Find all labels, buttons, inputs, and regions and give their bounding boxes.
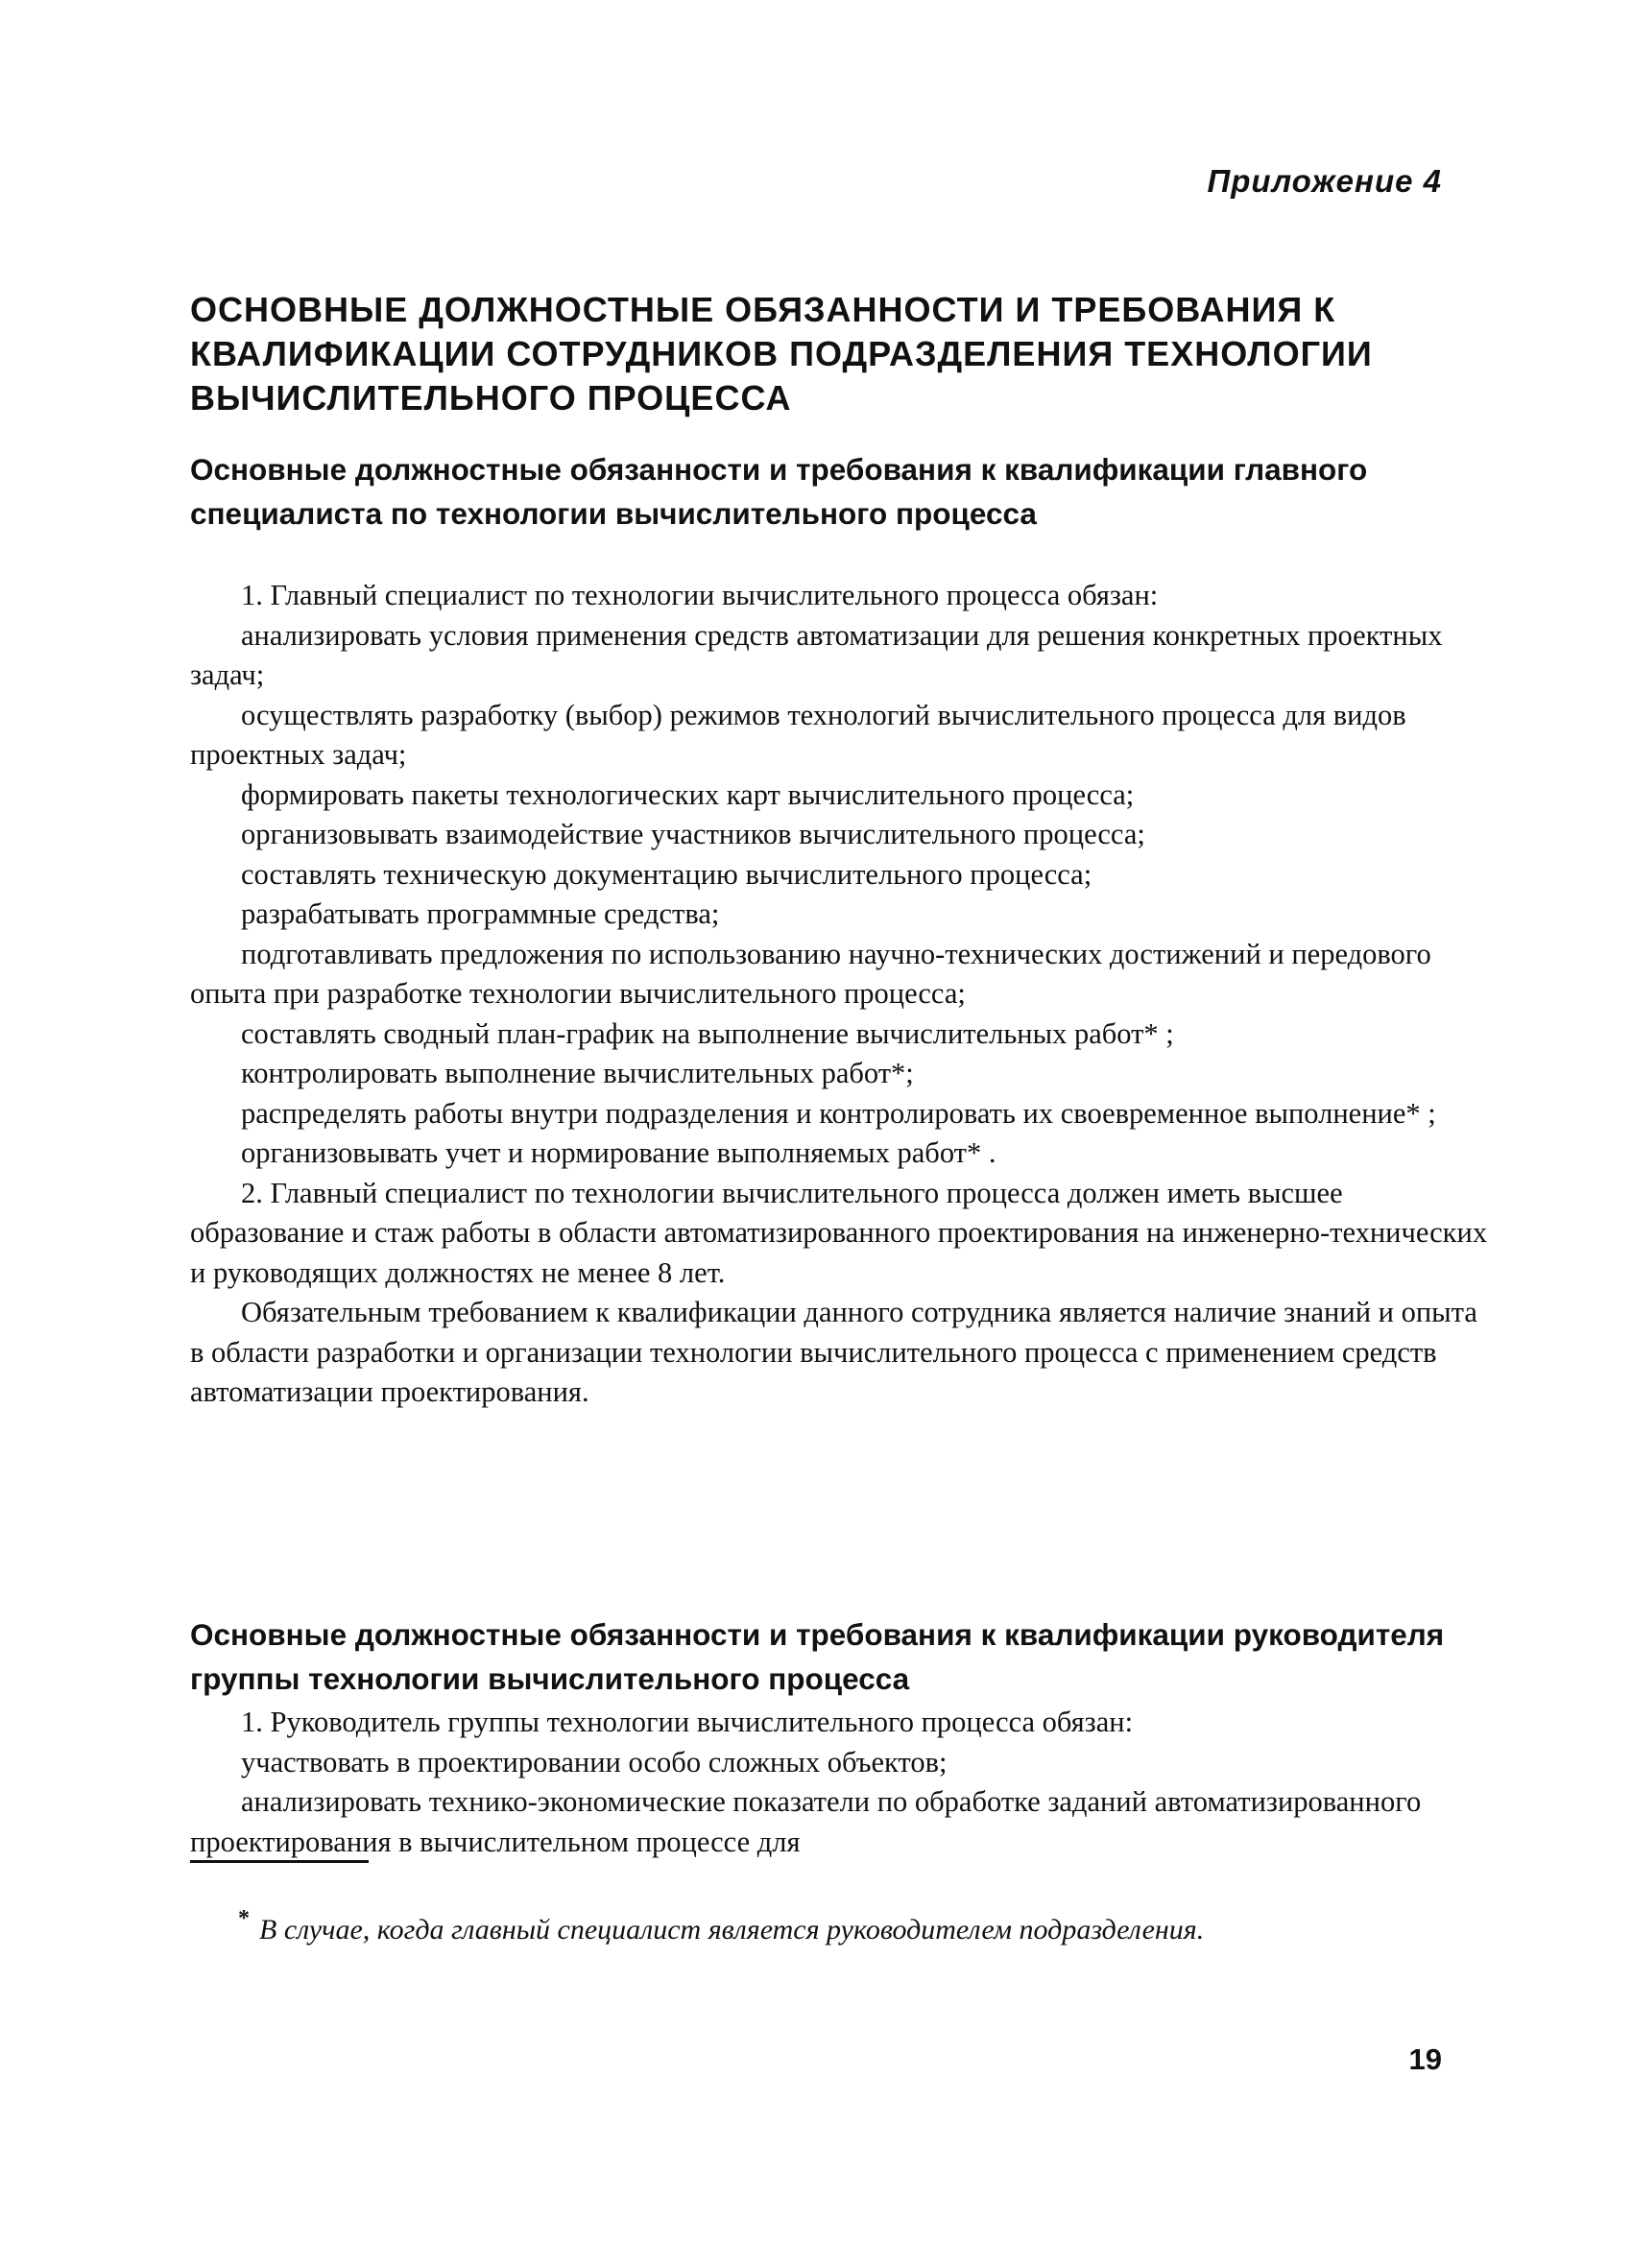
paragraph: осуществлять разработку (выбор) режимов технологий вычислительного процесса для видов проектных задач; xyxy=(190,698,1406,771)
paragraph: составлять техническую документацию вычислительного процесса; xyxy=(241,857,1092,891)
paragraph: формировать пакеты технологических карт вычислительного процесса; xyxy=(241,777,1135,811)
paragraph: организовывать учет и нормирование выполняемых работ* . xyxy=(241,1136,996,1169)
section-2-body xyxy=(190,1703,1488,1862)
section-1-body xyxy=(190,576,1488,1413)
page-number: 19 xyxy=(1408,2042,1442,2076)
main-title: ОСНОВНЫЕ ДОЛЖНОСТНЫЕ ОБЯЗАННОСТИ И ТРЕБОВАНИЯ К КВАЛИФИКАЦИИ СОТРУДНИКОВ ПОДРАЗДЕЛЕНИЯ ТЕХНОЛОГИИ ВЫЧИСЛИТЕЛЬНОГО ПРОЦЕССА xyxy=(190,290,1373,418)
paragraph: разрабатывать программные средства; xyxy=(241,897,720,930)
paragraph: 1. Главный специалист по технологии вычислительного процесса обязан: xyxy=(241,579,1159,611)
paragraph: анализировать технико-экономические показатели по обработке заданий автоматизированного проектирования в вычислительном процессе для xyxy=(190,1785,1422,1858)
footnote-separator xyxy=(190,1860,369,1863)
footnote-text: В случае, когда главный специалист является руководителем подразделения. xyxy=(259,1914,1205,1946)
paragraph: распределять работы внутри подразделения и контролировать их своевременное выполнение* ; xyxy=(241,1096,1436,1130)
paragraph: подготавливать предложения по использованию научно-технических достижений и передового опыта при разработке технологии вычислительного процесса; xyxy=(190,937,1431,1010)
footnote-mark: * xyxy=(238,1906,250,1931)
paragraph: составлять сводный план-график на выполнение вычислительных работ* ; xyxy=(241,1016,1174,1050)
paragraph: 1. Руководитель группы технологии вычислительного процесса обязан: xyxy=(241,1706,1134,1738)
section-2-title: Основные должностные обязанности и требования к квалификации руководителя группы технологии вычислительного процесса xyxy=(190,1617,1445,1696)
paragraph: 2. Главный специалист по технологии вычислительного процесса должен иметь высшее образование и стаж работы в области автоматизированного проектирования на инженерно-технических и руководящих должностях не менее 8 лет. xyxy=(190,1176,1488,1289)
paragraph: Обязательным требованием к квалификации данного сотрудника является наличие знаний и опыта в области разработки и организации технологии вычислительного процесса с применением средств автоматизации проектирования. xyxy=(190,1296,1477,1408)
appendix-label: Приложение 4 xyxy=(1207,163,1442,199)
paragraph: организовывать взаимодействие участников вычислительного процесса; xyxy=(241,818,1145,850)
paragraph: контролировать выполнение вычислительных работ*; xyxy=(241,1057,914,1089)
paragraph: анализировать условия применения средств автоматизации для решения конкретных проектных задач; xyxy=(190,618,1443,691)
footnote xyxy=(238,1906,1486,1946)
section-1-title: Основные должностные обязанности и требования к квалификации главного специалиста по технологии вычислительного процесса xyxy=(190,452,1368,531)
paragraph: участвовать в проектировании особо сложных объектов; xyxy=(241,1745,948,1779)
